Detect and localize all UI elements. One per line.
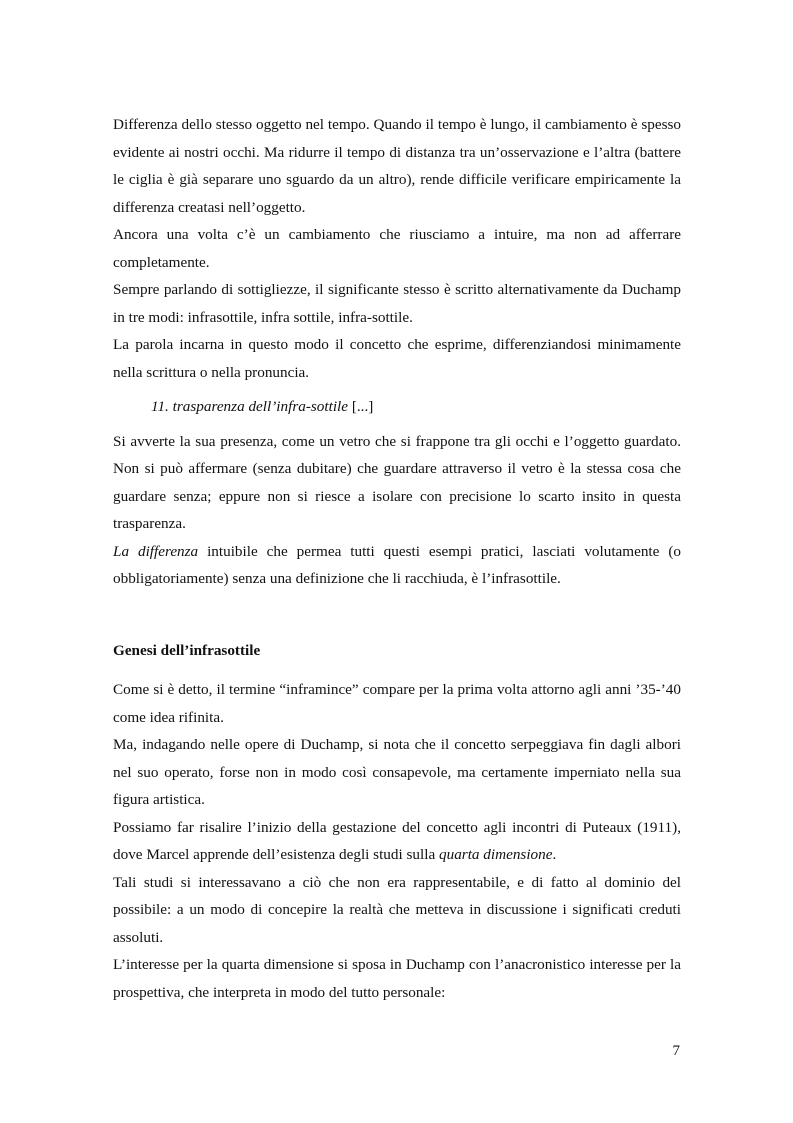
paragraph-puteaux — [113, 814, 681, 869]
paragraph-spelling-variants: Sempre parlando di sottigliezze, il significante stesso è scritto alternativamente da Duchamp in tre modi: infrasottile, infra sottile, infra-sottile. — [113, 281, 681, 326]
paragraph-the-difference-italic: La differenza — [113, 542, 199, 560]
quoted-note-italic: 11. trasparenza dell’infra-sottile — [151, 398, 349, 415]
paragraph-the-difference-rest: intuibile che permea tutti questi esempi pratici, lasciati volutamente (o obbligatoriamente) senza una definizione che li racchiuda, è l’infrasottile. — [113, 542, 681, 587]
page-number: 7 — [672, 1043, 680, 1059]
paragraph-the-difference — [113, 538, 681, 593]
paragraph-studies: Tali studi si interessavano a ciò che non era rappresentabile, e di fatto al dominio del possibile: a un modo di concepire la realtà che metteva in discussione i significati creduti assoluti. — [113, 873, 681, 946]
paragraph-puteaux-start: Possiamo far risalire l’inizio della gestazione del concetto agli incontri di Puteaux (1911), dove Marcel apprende dell’esistenza degli studi sulla — [113, 818, 681, 863]
paragraph-puteaux-italic: quarta dimensione — [439, 846, 553, 863]
paragraph-inframince-term: Come si è detto, il termine “inframince” compare per la prima volta attorno agli anni ’35-’40 come idea rifinita. — [113, 681, 681, 726]
paragraph-word-embodies-concept: La parola incarna in questo modo il concetto che esprime, differenziandosi minimamente nella scrittura o nella pronuncia. — [113, 336, 681, 381]
paragraph-glass-transparency: Si avverte la sua presenza, come un vetro che si frappone tra gli occhi e l’oggetto guardato. Non si può affermare (senza dubitare) che guardare attraverso il vetro è la stessa cosa che guardare senza; eppure non si riesce a isolare con precisione lo scarto insito in questa trasparenza. — [113, 432, 681, 532]
quoted-note — [113, 393, 681, 421]
paragraph-fourth-dimension: L’interesse per la quarta dimensione si sposa in Duchamp con l’anacronistico interesse per la prospettiva, che interpreta in modo del tutto personale: — [113, 956, 681, 1001]
paragraph-time-difference: Differenza dello stesso oggetto nel tempo. Quando il tempo è lungo, il cambiamento è spesso evidente ai nostri occhi. Ma ridurre il tempo di distanza tra un’osservazione e l’altra (battere le ciglia è già separare uno sguardo da un altro), rende difficile verificare empiricamente la differenza creatasi nell’oggetto. — [113, 116, 681, 216]
paragraph-duchamp-works: Ma, indagando nelle opere di Duchamp, si nota che il concetto serpeggiava fin dagli albori nel suo operato, forse non in modo così consapevole, ma certamente imperniato nella sua figura artistica. — [113, 736, 681, 808]
page-body — [113, 111, 681, 1006]
paragraph-intuition: Ancora una volta c’è un cambiamento che riusciamo a intuire, ma non ad afferrare completamente. — [113, 226, 681, 271]
section-heading: Genesi dell’infrasottile — [113, 641, 261, 659]
quoted-note-suffix: [...] — [348, 398, 374, 415]
paragraph-puteaux-end: . — [552, 846, 557, 863]
